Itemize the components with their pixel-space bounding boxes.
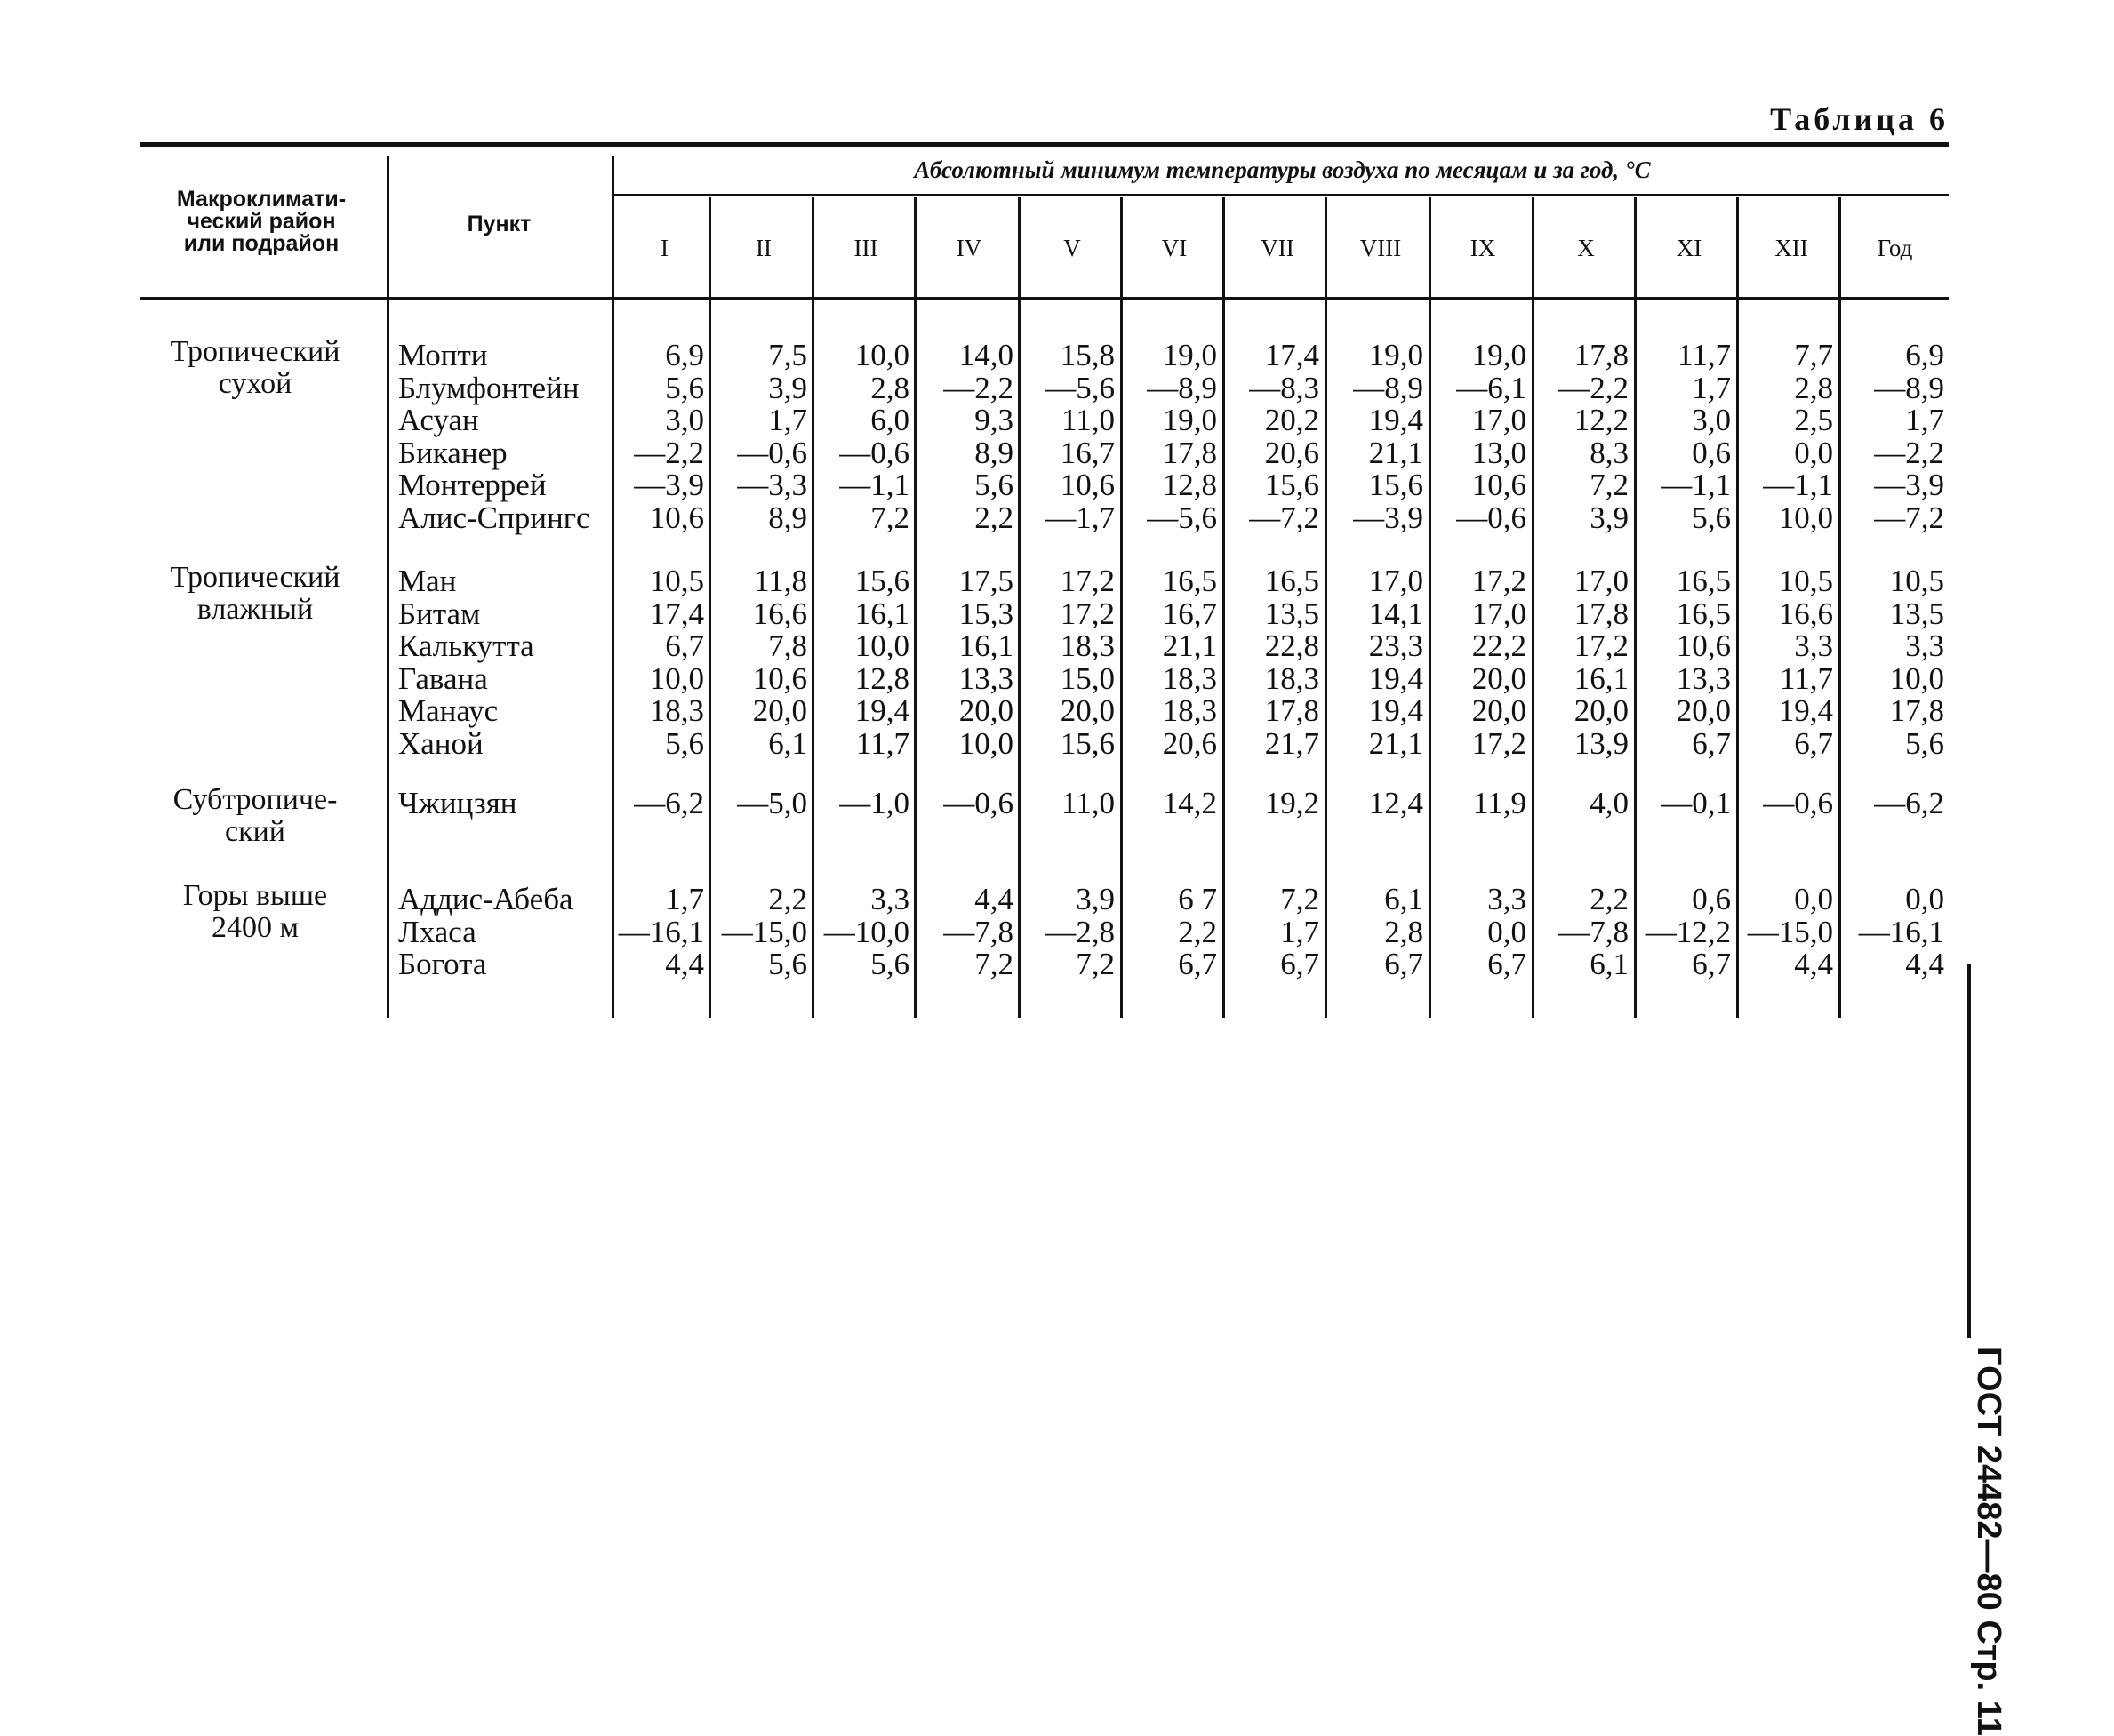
table-cell: 16,1: [1573, 660, 1629, 696]
header-temperature-span: Абсолютный минимум температуры воздуха по месяцам и за год, °С: [914, 156, 1651, 183]
table-cell: —6,2: [1874, 786, 1944, 820]
table-cell: 15,6: [1368, 468, 1423, 502]
station-name: Биканер: [398, 435, 508, 470]
table-cell: 6 7: [1178, 882, 1217, 916]
table-cell: 16,1: [854, 596, 909, 631]
table-cell: 10,5: [1778, 564, 1833, 598]
table-cell: 3,9: [768, 370, 807, 405]
table-cell: 22,2: [1471, 628, 1526, 663]
table-cell: 5,6: [1905, 725, 1944, 761]
table-cell: 10,0: [958, 725, 1013, 761]
station-name: Чжицзян: [398, 786, 517, 820]
table-cell: 10,6: [1676, 628, 1731, 663]
table-cell: 12,4: [1368, 786, 1423, 820]
table-cell: 7,8: [768, 628, 807, 663]
table-cell: 17,2: [1471, 725, 1526, 761]
table-cell: 19,4: [1368, 403, 1423, 437]
table-cell: 20,0: [752, 693, 807, 728]
header-span-rule: [613, 194, 1949, 196]
table-cell: —12,2: [1645, 914, 1731, 949]
table-cell: —1,7: [1045, 500, 1115, 535]
table-cell: 15,3: [958, 596, 1013, 631]
table-cell: 3,3: [1487, 882, 1526, 916]
table-cell: 5,6: [1692, 500, 1731, 535]
header-month: I: [661, 235, 669, 261]
table-cell: 8,3: [1590, 435, 1629, 470]
table-cell: 0,6: [1692, 882, 1731, 916]
table-cell: 20,0: [1573, 693, 1629, 728]
header-month: Год: [1877, 235, 1913, 261]
table-cell: 6,7: [1692, 947, 1731, 981]
table-cell: 6,1: [1384, 882, 1423, 916]
table-cell: 4,4: [665, 947, 704, 981]
table-cell: 2,2: [1178, 914, 1217, 949]
header-region: Макроклимати- ческий район или подрайон: [176, 187, 347, 256]
table-cell: 18,3: [1264, 660, 1319, 696]
table-cell: 13,5: [1264, 596, 1319, 631]
table-cell: 17,8: [1264, 693, 1319, 728]
table-cell: 10,0: [1889, 660, 1944, 696]
table-cell: 4,4: [974, 882, 1013, 916]
header-month: VII: [1261, 235, 1294, 261]
table-cell: 3,9: [1590, 500, 1629, 535]
table-cell: —8,9: [1874, 370, 1944, 405]
station-name: Аддис-Абеба: [398, 882, 573, 916]
table-cell: 17,8: [1889, 693, 1944, 728]
table-cell: 19,2: [1264, 786, 1319, 820]
table-cell: —2,2: [1874, 435, 1944, 470]
table-cell: —0,6: [737, 435, 807, 470]
table-cell: 11,8: [754, 564, 807, 598]
table-cell: 3,3: [1794, 628, 1833, 663]
table-cell: 7,2: [1590, 468, 1629, 502]
table-cell: 5,6: [870, 947, 909, 981]
table-cell: 7,7: [1794, 338, 1833, 372]
table-cell: 13,5: [1889, 596, 1944, 631]
table-cell: 15,6: [854, 564, 909, 598]
table-cell: 7,2: [870, 500, 909, 535]
table-cell: 11,7: [856, 725, 909, 761]
table-cell: —7,8: [1558, 914, 1629, 949]
table-cell: 17,2: [1471, 564, 1526, 598]
table-cell: 6,9: [665, 338, 704, 372]
table-cell: 1,7: [1280, 914, 1319, 949]
station-name: Гавана: [398, 660, 488, 696]
station-name: Монтеррей: [398, 468, 547, 502]
table-cell: —3,9: [634, 468, 704, 502]
table-cell: 5,6: [974, 468, 1013, 502]
table-cell: 3,3: [870, 882, 909, 916]
table-cell: 17,0: [1471, 403, 1526, 437]
table-cell: —5,6: [1045, 370, 1115, 405]
table-cell: 13,0: [1471, 435, 1526, 470]
table-cell: 10,6: [649, 500, 704, 535]
table-cell: 14,1: [1368, 596, 1423, 631]
table-cell: —16,1: [1858, 914, 1944, 949]
table-cell: 20,0: [958, 693, 1013, 728]
table-cell: —7,8: [943, 914, 1013, 949]
table-cell: 6,1: [768, 725, 807, 761]
table-cell: 1,7: [665, 882, 704, 916]
station-name: Блумфонтейн: [398, 370, 580, 405]
table-cell: 11,0: [1061, 403, 1115, 437]
header-month: XI: [1676, 235, 1702, 261]
table-cell: 12,2: [1573, 403, 1629, 437]
station-name: Манаус: [398, 693, 499, 728]
table-cell: 7,2: [1076, 947, 1115, 981]
table-cell: —15,0: [721, 914, 807, 949]
table-cell: 0,0: [1794, 435, 1833, 470]
table-cell: 20,6: [1162, 725, 1217, 761]
table-cell: 20,0: [1471, 660, 1526, 696]
table-cell: 15,0: [1060, 660, 1115, 696]
table-cell: 17,8: [1162, 435, 1217, 470]
header-bottom-rule: [140, 297, 1949, 300]
header-month: IX: [1469, 235, 1496, 261]
table-cell: 1,7: [1905, 403, 1944, 437]
table-cell: —6,1: [1456, 370, 1526, 405]
table-cell: 3,9: [1076, 882, 1115, 916]
table-cell: 17,8: [1573, 338, 1629, 372]
table-cell: —2,2: [1558, 370, 1629, 405]
table-cell: 6,1: [1590, 947, 1629, 981]
table-cell: —1,1: [1763, 468, 1833, 502]
table-cell: 11,7: [1678, 338, 1731, 372]
table-cell: 5,6: [768, 947, 807, 981]
table-cell: 17,8: [1573, 596, 1629, 631]
table-cell: 13,3: [1676, 660, 1731, 696]
table-cell: 16,5: [1676, 564, 1731, 598]
table-cell: 10,6: [1060, 468, 1115, 502]
region-label: Субтропиче- ский: [172, 783, 338, 848]
table-cell: 6,7: [1384, 947, 1423, 981]
table-cell: 18,3: [1162, 660, 1217, 696]
table-cell: 10,0: [854, 338, 909, 372]
table-cell: —10,0: [823, 914, 909, 949]
table-cell: 5,6: [665, 370, 704, 405]
table-cell: 10,5: [1889, 564, 1944, 598]
table-cell: —0,6: [839, 435, 909, 470]
station-name: Мопти: [398, 338, 488, 372]
table-cell: 0,0: [1794, 882, 1833, 916]
table-cell: 1,7: [768, 403, 807, 437]
table-cell: 10,0: [854, 628, 909, 663]
table-caption: Таблица 6: [1770, 101, 1949, 137]
table-cell: 12,8: [854, 660, 909, 696]
header-station: Пункт: [467, 212, 532, 236]
station-name: Богота: [398, 947, 487, 981]
table-cell: —3,9: [1874, 468, 1944, 502]
station-name: Ханой: [398, 725, 484, 761]
table-cell: 16,6: [752, 596, 807, 631]
region-label: Горы выше 2400 м: [182, 879, 328, 944]
table-cell: —1,1: [839, 468, 909, 502]
table-cell: —0,6: [1456, 500, 1526, 535]
table-cell: 16,6: [1778, 596, 1833, 631]
table-cell: 15,6: [1060, 725, 1115, 761]
table-cell: —7,2: [1249, 500, 1319, 535]
table-cell: 16,7: [1162, 596, 1217, 631]
table-cell: 0,0: [1487, 914, 1526, 949]
region-label: Тропический влажный: [170, 561, 340, 626]
table-cell: 21,1: [1368, 435, 1423, 470]
table-cell: —8,9: [1353, 370, 1423, 405]
table-cell: 3,0: [1692, 403, 1731, 437]
table-cell: 12,8: [1162, 468, 1217, 502]
table-cell: 13,9: [1573, 725, 1629, 761]
station-name: Калькутта: [398, 628, 534, 663]
table-cell: 17,4: [649, 596, 704, 631]
table-cell: 4,0: [1590, 786, 1629, 820]
region-label: Тропический сухой: [170, 335, 340, 400]
table-cell: 6,7: [665, 628, 704, 663]
header-month: IV: [956, 235, 982, 261]
table-cell: 20,0: [1471, 693, 1526, 728]
table-cell: 6,7: [1178, 947, 1217, 981]
table-cell: 1,7: [1692, 370, 1731, 405]
table-cell: 2,5: [1794, 403, 1833, 437]
table-cell: 10,0: [649, 660, 704, 696]
table-cell: 9,3: [974, 403, 1013, 437]
table-cell: 11,0: [1061, 786, 1115, 820]
table-cell: 2,2: [768, 882, 807, 916]
table-cell: —16,1: [618, 914, 704, 949]
table-cell: 21,1: [1368, 725, 1423, 761]
station-name: Ман: [398, 564, 457, 598]
header-month: XII: [1774, 235, 1808, 261]
table-cell: —7,2: [1874, 500, 1944, 535]
table-cell: 10,6: [752, 660, 807, 696]
table-cell: —3,9: [1353, 500, 1423, 535]
table-cell: 14,0: [958, 338, 1013, 372]
header-month: III: [853, 235, 878, 261]
table-cell: 6,7: [1487, 947, 1526, 981]
table-cell: 19,4: [1368, 660, 1423, 696]
page-footer: ГОСТ 24482—80 Стр. 11: [1970, 1347, 2007, 1736]
table-cell: 2,8: [1384, 914, 1423, 949]
table-top-rule: [140, 142, 1949, 147]
table-cell: 11,7: [1780, 660, 1833, 696]
table-cell: 14,2: [1162, 786, 1217, 820]
header-month: II: [756, 235, 772, 261]
table-cell: 17,2: [1573, 628, 1629, 663]
column-rule: [387, 156, 389, 1018]
table-cell: 18,3: [1060, 628, 1115, 663]
table-cell: 17,2: [1060, 596, 1115, 631]
table-cell: 18,3: [1162, 693, 1217, 728]
table-cell: —0,6: [1763, 786, 1833, 820]
table-cell: 7,2: [1280, 882, 1319, 916]
table-cell: 19,0: [1471, 338, 1526, 372]
table-cell: —1,1: [1661, 468, 1731, 502]
table-cell: 19,4: [1368, 693, 1423, 728]
table-cell: 19,4: [854, 693, 909, 728]
table-cell: 10,0: [1778, 500, 1833, 535]
table-cell: 6,7: [1280, 947, 1319, 981]
table-cell: 6,0: [870, 403, 909, 437]
table-cell: 17,5: [958, 564, 1013, 598]
table-cell: 16,7: [1060, 435, 1115, 470]
table-cell: —2,8: [1045, 914, 1115, 949]
table-cell: 3,0: [665, 403, 704, 437]
table-cell: 16,5: [1162, 564, 1217, 598]
header-month: V: [1063, 235, 1081, 261]
table-cell: —8,3: [1249, 370, 1319, 405]
table-cell: 5,6: [665, 725, 704, 761]
table-cell: 6,7: [1794, 725, 1833, 761]
table-cell: 8,9: [974, 435, 1013, 470]
header-month: VI: [1161, 235, 1188, 261]
table-cell: 8,9: [768, 500, 807, 535]
table-cell: 19,0: [1368, 338, 1423, 372]
table-cell: 17,0: [1368, 564, 1423, 598]
table-cell: 2,8: [870, 370, 909, 405]
table-cell: —1,0: [839, 786, 909, 820]
table-cell: —15,0: [1747, 914, 1833, 949]
station-name: Битам: [398, 596, 481, 631]
table-cell: —0,1: [1661, 786, 1731, 820]
table-cell: 19,4: [1778, 693, 1833, 728]
station-name: Алис-Спрингс: [398, 500, 590, 535]
table-cell: 10,6: [1471, 468, 1526, 502]
footer-rule: [1967, 964, 1971, 1338]
table-cell: 7,2: [974, 947, 1013, 981]
column-rule: [1838, 197, 1841, 1018]
table-cell: —5,0: [737, 786, 807, 820]
table-cell: 13,3: [958, 660, 1013, 696]
table-cell: 20,0: [1060, 693, 1115, 728]
table-cell: 2,2: [1590, 882, 1629, 916]
table-cell: 15,6: [1264, 468, 1319, 502]
table-cell: —0,6: [943, 786, 1013, 820]
table-cell: 4,4: [1794, 947, 1833, 981]
table-cell: 4,4: [1905, 947, 1944, 981]
table-cell: 20,6: [1264, 435, 1319, 470]
table-cell: 17,0: [1573, 564, 1629, 598]
table-cell: —2,2: [943, 370, 1013, 405]
table-cell: 6,7: [1692, 725, 1731, 761]
table-cell: 10,5: [649, 564, 704, 598]
table-cell: 17,0: [1471, 596, 1526, 631]
table-cell: 0,6: [1692, 435, 1731, 470]
table-cell: 16,5: [1264, 564, 1319, 598]
table-cell: —6,2: [634, 786, 704, 820]
table-cell: 23,3: [1368, 628, 1423, 663]
table-cell: 20,2: [1264, 403, 1319, 437]
table-cell: 15,8: [1060, 338, 1115, 372]
table-cell: 2,2: [974, 500, 1013, 535]
table-cell: —3,3: [737, 468, 807, 502]
table-cell: 17,4: [1264, 338, 1319, 372]
table-cell: 6,9: [1905, 338, 1944, 372]
table-cell: 17,2: [1060, 564, 1115, 598]
table-cell: 21,7: [1264, 725, 1319, 761]
station-name: Лхаса: [398, 914, 476, 949]
table-cell: 2,8: [1794, 370, 1833, 405]
table-cell: 7,5: [768, 338, 807, 372]
station-name: Асуан: [398, 403, 479, 437]
header-month: VIII: [1359, 235, 1402, 261]
table-cell: 3,3: [1905, 628, 1944, 663]
table-cell: 22,8: [1264, 628, 1319, 663]
table-cell: —2,2: [634, 435, 704, 470]
table-cell: 18,3: [649, 693, 704, 728]
table-cell: 16,1: [958, 628, 1013, 663]
table-cell: 16,5: [1676, 596, 1731, 631]
header-month: X: [1577, 235, 1595, 261]
table-cell: 21,1: [1162, 628, 1217, 663]
table-cell: 19,0: [1162, 403, 1217, 437]
table-cell: 20,0: [1676, 693, 1731, 728]
table-cell: —8,9: [1147, 370, 1217, 405]
table-cell: 19,0: [1162, 338, 1217, 372]
table-cell: 0,0: [1905, 882, 1944, 916]
table-cell: 11,9: [1473, 786, 1526, 820]
table-cell: —5,6: [1147, 500, 1217, 535]
